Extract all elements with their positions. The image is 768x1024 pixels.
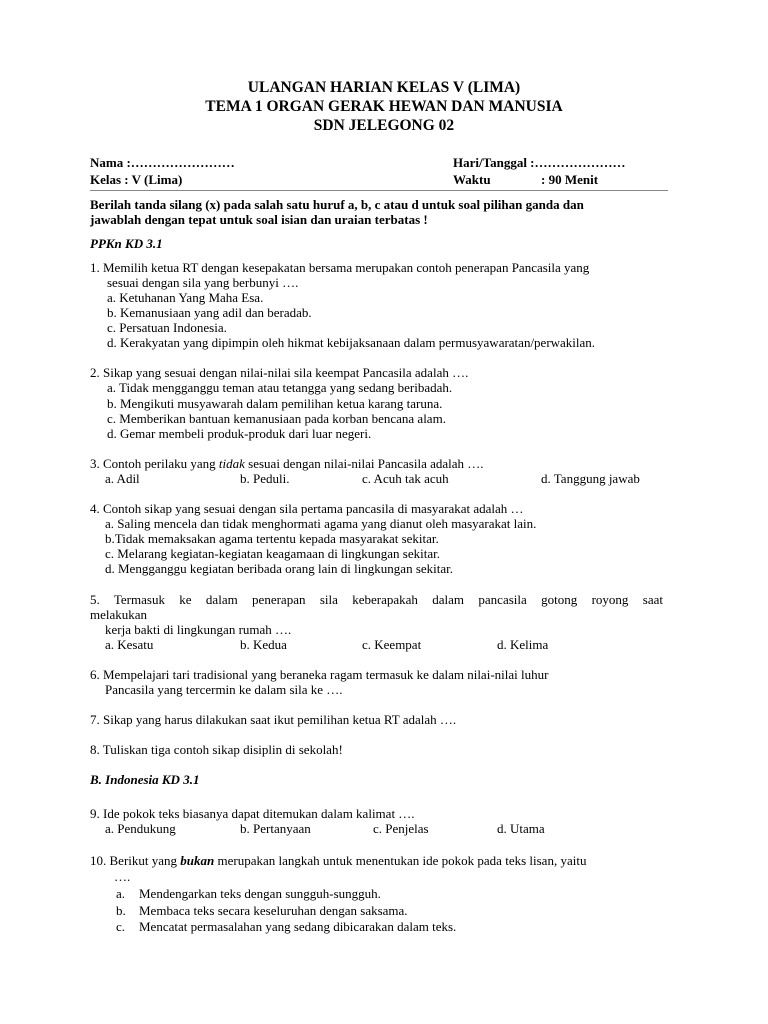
- question-2: 2. Sikap yang sesuai dengan nilai-nilai sila keempat Pancasila adalah ….: [90, 365, 469, 380]
- q3-text-pre: 3. Contoh perilaku yang: [90, 456, 219, 471]
- school-name: SDN JELEGONG 02: [313, 117, 455, 134]
- q1-option-b: b. Kemanusiaan yang adil dan beradab.: [107, 305, 312, 320]
- q10-option-c: Mencatat permasalahan yang sedang dibicarakan dalam teks.: [139, 919, 457, 934]
- instructions-line-1: Berilah tanda silang (x) pada salah satu huruf a, b, c atau d untuk soal pilihan ganda dan: [90, 197, 584, 212]
- question-10-cont: ….: [114, 869, 131, 884]
- q2-option-b: b. Mengikuti musyawarah dalam pemilihan ketua karang taruna.: [107, 396, 443, 411]
- nama-field: Nama :……………………: [90, 155, 235, 170]
- question-5: 5. Termasuk ke dalam penerapan sila keberapakah dalam pancasila gotong royong saat: [90, 592, 663, 607]
- q5-option-d: d. Kelima: [497, 637, 549, 652]
- q5-option-a: a. Kesatu: [105, 637, 154, 652]
- q2-option-d: d. Gemar membeli produk-produk dari luar negeri.: [107, 426, 372, 441]
- question-3: [90, 456, 484, 471]
- q9-option-c: c. Penjelas: [373, 821, 429, 836]
- q9-option-b: b. Pertanyaan: [240, 821, 311, 836]
- q9-option-d: d. Utama: [497, 821, 545, 836]
- question-9: 9. Ide pokok teks biasanya dapat ditemukan dalam kalimat ….: [90, 806, 415, 821]
- exam-title: ULANGAN HARIAN KELAS V (LIMA): [247, 79, 521, 96]
- question-10: [90, 853, 586, 868]
- question-8: 8. Tuliskan tiga contoh sikap disiplin di sekolah!: [90, 742, 343, 757]
- q9-option-a: a. Pendukung: [105, 821, 176, 836]
- q3-option-c: c. Acuh tak acuh: [362, 471, 449, 486]
- q10-emphasis: bukan: [180, 853, 215, 868]
- q10-option-a: Mendengarkan teks dengan sungguh-sungguh.: [139, 886, 381, 901]
- question-4: 4. Contoh sikap yang sesuai dengan sila pertama pancasila di masyarakat adalah …: [90, 501, 524, 516]
- question-6: 6. Mempelajari tari tradisional yang beraneka ragam termasuk ke dalam nilai-nilai luhur: [90, 667, 549, 682]
- q3-emphasis: tidak: [218, 456, 245, 471]
- q2-option-c: c. Memberikan bantuan kemanusiaan pada korban bencana alam.: [107, 411, 446, 426]
- q10-option-b-mark: b.: [116, 903, 126, 918]
- q3-option-a: a. Adil: [105, 471, 140, 486]
- q10-option-c-mark: c.: [116, 919, 126, 934]
- question-6-cont: Pancasila yang tercermin ke dalam sila ke ….: [105, 682, 343, 697]
- q10-option-a-mark: a.: [116, 886, 126, 901]
- header-divider: [90, 190, 668, 191]
- q3-option-b: b. Peduli.: [240, 471, 290, 486]
- q1-option-d: d. Kerakyatan yang dipimpin oleh hikmat kebijaksanaan dalam permusyawaratan/perwakilan.: [107, 335, 596, 350]
- q10-text-pre: 10. Berikut yang: [90, 853, 181, 868]
- instructions-line-2: jawablah dengan tepat untuk soal isian dan uraian terbatas !: [90, 212, 428, 227]
- q4-option-a: a. Saling mencela dan tidak menghormati agama yang dianut oleh masyarakat lain.: [105, 516, 537, 531]
- q3-option-d: d. Tanggung jawab: [541, 471, 640, 486]
- waktu-label: Waktu: [453, 172, 491, 187]
- q1-option-a: a. Ketuhanan Yang Maha Esa.: [107, 290, 264, 305]
- question-5-cont: melakukan: [90, 607, 148, 622]
- q5-option-c: c. Keempat: [362, 637, 422, 652]
- kelas-field: Kelas : V (Lima): [90, 172, 183, 187]
- question-1: 1. Memilih ketua RT dengan kesepakatan bersama merupakan contoh penerapan Pancasila yang: [90, 260, 590, 275]
- q4-option-c: c. Melarang kegiatan-kegiatan keagamaan di lingkungan sekitar.: [105, 546, 440, 561]
- q10-option-b: Membaca teks secara keseluruhan dengan saksama.: [139, 903, 408, 918]
- hari-tanggal-field: Hari/Tanggal :…………………: [453, 155, 626, 170]
- question-5-cont-2: kerja bakti di lingkungan rumah ….: [105, 622, 292, 637]
- section-ppkn: PPKn KD 3.1: [90, 236, 163, 251]
- q5-option-b: b. Kedua: [240, 637, 287, 652]
- question-1-cont: sesuai dengan sila yang berbunyi ….: [107, 275, 299, 290]
- exam-theme: TEMA 1 ORGAN GERAK HEWAN DAN MANUSIA: [205, 98, 563, 115]
- section-bindo: B. Indonesia KD 3.1: [90, 772, 200, 787]
- q3-text-post: sesuai dengan nilai-nilai Pancasila adalah ….: [244, 456, 484, 471]
- question-7: 7. Sikap yang harus dilakukan saat ikut pemilihan ketua RT adalah ….: [90, 712, 457, 727]
- q4-option-b: b.Tidak memaksakan agama tertentu kepada masyarakat sekitar.: [105, 531, 439, 546]
- q2-option-a: a. Tidak mengganggu teman atau tetangga yang sedang beribadah.: [107, 380, 453, 395]
- q1-option-c: c. Persatuan Indonesia.: [107, 320, 227, 335]
- waktu-value: : 90 Menit: [541, 172, 599, 187]
- q10-text-post: merupakan langkah untuk menentukan ide pokok pada teks lisan, yaitu: [214, 853, 587, 868]
- q4-option-d: d. Mengganggu kegiatan beribada orang lain di lingkungan sekitar.: [105, 561, 454, 576]
